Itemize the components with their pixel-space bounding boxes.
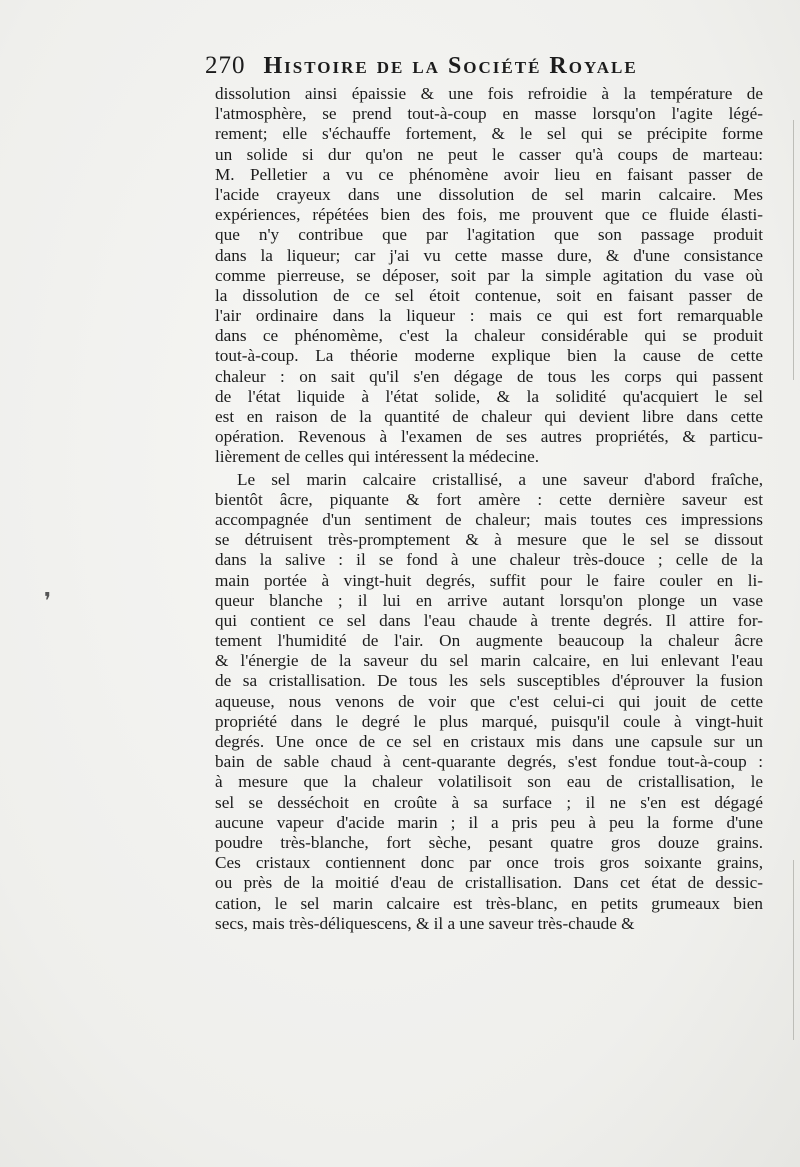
text-line: la dissolution de ce sel étoit contenue, soit en faisant passer de xyxy=(215,285,763,305)
text-line: sel se desséchoit en croûte à sa surface ; il ne s'en est dégagé xyxy=(215,792,763,812)
text-line: à mesure que la chaleur volatilisoit son eau de cristallisation, le xyxy=(215,772,763,792)
ink-blot-mark: ❜ xyxy=(44,588,52,613)
paragraph xyxy=(215,470,763,934)
text-line: queur blanche ; il lui en arrive autant lorsqu'on plonge un vase xyxy=(215,590,763,610)
running-title: Histoire de la Société Royale xyxy=(263,53,638,79)
text-line: aqueuse, nous venons de voir que c'est celui-ci qui jouit de cette xyxy=(215,691,763,711)
text-line: chaleur : on sait qu'il s'en dégage de tous les corps qui passent xyxy=(215,366,763,386)
text-line: dans la salive : il se fond à une chaleur très-douce ; celle de la xyxy=(215,550,763,570)
text-line: Ces cristaux contiennent donc par once trois gros soixante grains, xyxy=(215,853,763,873)
text-line: de l'état liquide à l'état solide, & la solidité qu'acquiert le sel xyxy=(215,386,763,406)
running-head xyxy=(205,52,745,80)
page-edge-shadow xyxy=(793,860,794,1040)
text-line: aucune vapeur d'acide marin ; il a pris peu à peu la forme d'une xyxy=(215,812,763,832)
page-edge-shadow xyxy=(793,120,794,380)
paragraph xyxy=(215,84,763,468)
text-line: l'air ordinaire dans la liqueur : mais ce qui est fort remarquable xyxy=(215,306,763,326)
text-line: comme pierreuse, se déposer, soit par la simple agitation du vase où xyxy=(215,265,763,285)
text-line: poudre très-blanche, fort sèche, pesant quatre gros douze grains. xyxy=(215,832,763,852)
text-line: rement; elle s'échauffe fortement, & le sel qui se précipite forme xyxy=(215,124,763,144)
body-text xyxy=(215,84,763,934)
text-line: expériences, répétées bien des fois, me prouvent que ce fluide élasti- xyxy=(215,205,763,225)
text-line: est en raison de la quantité de chaleur qui devient libre dans cette xyxy=(215,407,763,426)
text-line: dans ce phénomème, c'est la chaleur considérable qui se produit xyxy=(215,326,763,346)
text-line: accompagnée d'un sentiment de chaleur; mais toutes ces impressions xyxy=(215,509,763,529)
text-line: un solide si dur qu'on ne peut le casser qu'à coups de marteau: xyxy=(215,144,763,164)
text-line: l'acide crayeux dans une dissolution de sel marin calcaire. Mes xyxy=(215,184,763,204)
text-line: l'atmosphère, se prend tout-à-coup en masse lorsqu'on l'agite légé- xyxy=(215,104,763,124)
text-line: tement l'humidité de l'air. On augmente beaucoup la chaleur âcre xyxy=(215,631,763,651)
text-line: propriété dans le degré le plus marqué, puisqu'il coule à vingt-huit xyxy=(215,711,763,731)
text-line: que n'y contribue que par l'agitation que son passage produit xyxy=(215,225,763,245)
text-line: M. Pelletier a vu ce phénomène avoir lieu en faisant passer de xyxy=(215,164,763,184)
text-line: main portée à vingt-huit degrés, suffit pour le faire couler en li- xyxy=(215,570,763,590)
text-line: de sa cristallisation. De tous les sels susceptibles d'éprouver la fusion xyxy=(215,671,763,691)
text-line: lièrement de celles qui intéressent la médecine. xyxy=(215,447,540,467)
text-line: dissolution ainsi épaissie & une fois refroidie à la température de xyxy=(215,84,763,103)
text-line: degrés. Une once de ce sel en cristaux mis dans une capsule sur un xyxy=(215,732,763,751)
text-line: tout-à-coup. La théorie moderne explique bien la cause de cette xyxy=(215,346,763,366)
text-line: & l'énergie de la saveur du sel marin calcaire, en lui enlevant l'eau xyxy=(215,651,763,671)
text-line: se détruisent très-promptement & à mesure que le sel se dissout xyxy=(215,530,763,550)
page-number: 270 xyxy=(205,52,246,79)
text-line: Le sel marin calcaire cristallisé, a une saveur d'abord fraîche, xyxy=(237,469,763,489)
text-line: bain de sable chaud à cent-quarante degrés, s'est fondue tout-à-coup : xyxy=(215,752,763,772)
text-line: dans la liqueur; car j'ai vu cette masse dure, & d'une consistance xyxy=(215,245,763,265)
text-line: bientôt âcre, piquante & fort amère : cette dernière saveur est xyxy=(215,489,763,509)
text-line: ou près de la moitié d'eau de cristallisation. Dans cet état de dessic- xyxy=(215,873,763,893)
text-line: cation, le sel marin calcaire est très-blanc, en petits grumeaux bien xyxy=(215,893,763,913)
text-line: opération. Revenous à l'examen de ses autres propriétés, & particu- xyxy=(215,427,763,447)
text-line: secs, mais très-déliquescens, & il a une saveur très-chaude & xyxy=(215,913,635,933)
text-line: qui contient ce sel dans l'eau chaude à trente degrés. Il attire for- xyxy=(215,610,763,630)
